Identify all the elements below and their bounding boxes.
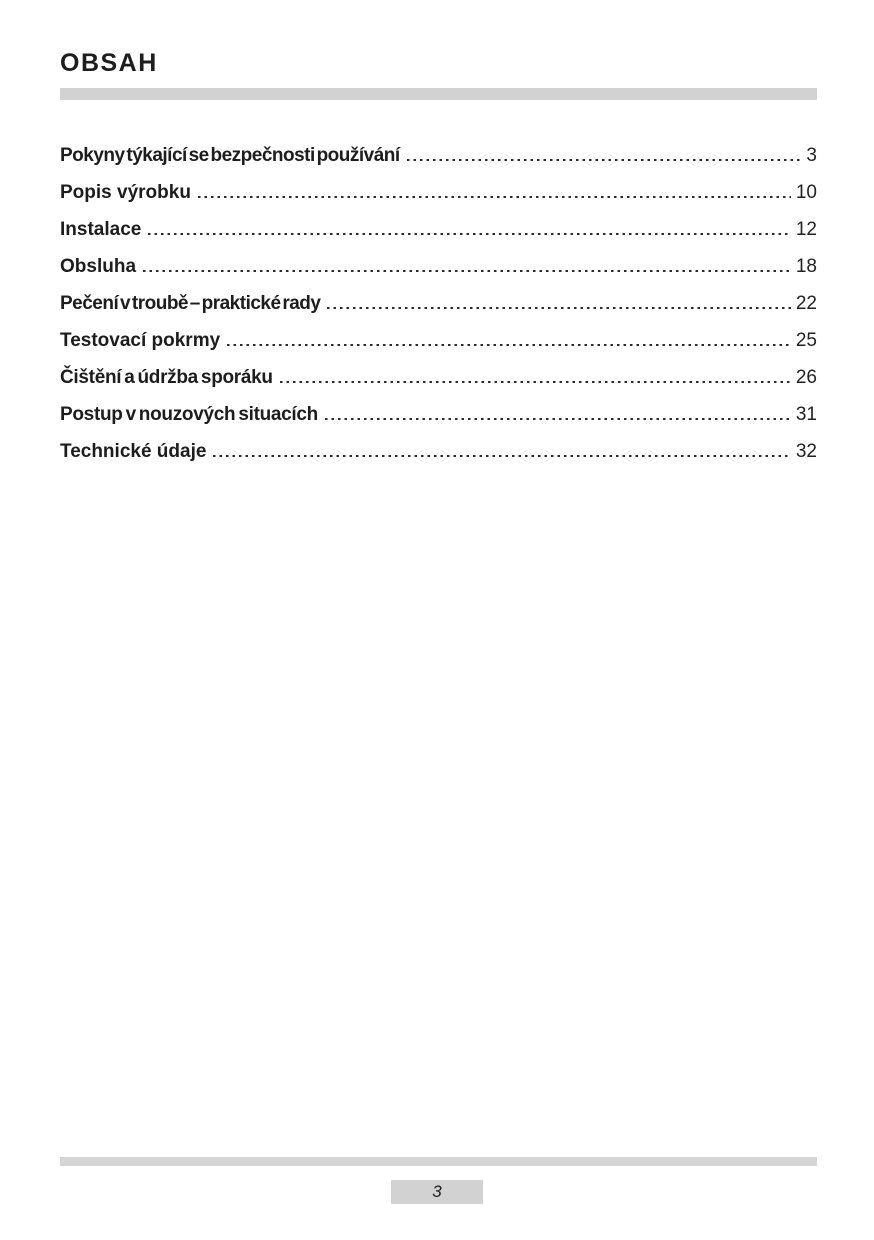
dot-leader [143,269,791,272]
toc-entry-label: Instalace [60,219,142,240]
toc-entry-label: Technické údaje [60,441,207,462]
toc-entry [60,293,817,315]
toc-entry-label: Pečení v troubě – praktické rady [60,293,321,314]
toc-entry-label: Čištění a údržba sporáku [60,367,273,388]
footer-page-number: 3 [432,1182,442,1201]
dot-leader [327,306,790,309]
dot-leader [407,158,802,161]
toc-entry [60,182,817,204]
toc-entry-page-number: 26 [795,367,817,388]
footer-divider-bar [60,1157,817,1166]
toc-entry-label: Obsluha [60,256,137,277]
toc-entry-label: Popis výrobku [60,182,191,203]
toc-entry [60,330,817,352]
toc-entry-page-number: 22 [795,293,817,314]
toc-entry-page-number: 32 [795,441,817,462]
footer-page-number-badge [391,1180,483,1204]
toc-entry [60,404,817,426]
toc-entry-page-number: 18 [795,256,817,277]
toc-entry-label: Postup v nouzových situacích [60,404,318,425]
dot-leader [198,195,791,198]
toc-entry-label: Pokyny týkající se bezpečnosti používání [60,145,400,166]
toc-entry-page-number: 10 [795,182,817,203]
toc-entry [60,256,817,278]
dot-leader [280,380,791,383]
toc-entry [60,145,817,167]
toc-entry-label: Testovací pokrmy [60,330,221,351]
table-of-contents [60,145,817,478]
toc-entry [60,367,817,389]
toc-entry-page-number: 12 [795,219,817,240]
dot-leader [227,343,791,346]
toc-entry-page-number: 3 [806,145,817,166]
dot-leader [213,454,790,457]
dot-leader [148,232,791,235]
page-title: OBSAH [60,49,158,77]
toc-entry [60,441,817,463]
dot-leader [325,417,791,420]
toc-entry [60,219,817,241]
toc-entry-page-number: 31 [795,404,817,425]
toc-entry-page-number: 25 [795,330,817,351]
header-divider-bar [60,88,817,100]
